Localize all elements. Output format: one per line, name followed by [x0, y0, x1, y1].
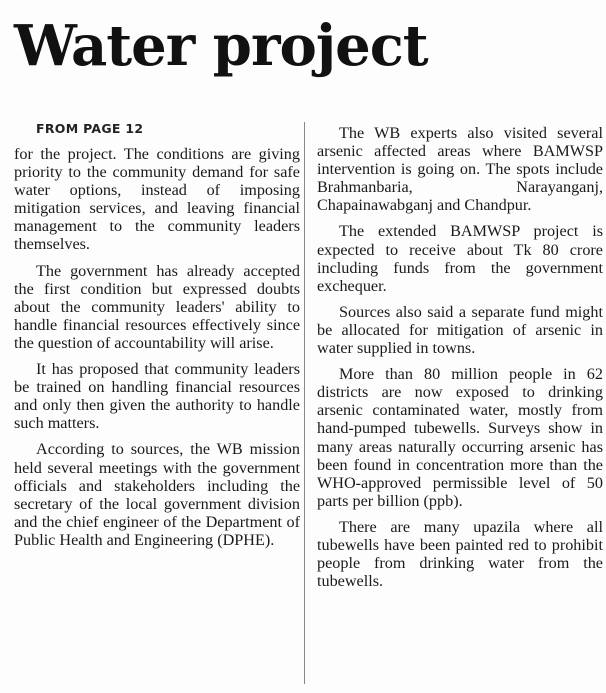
paragraph: for the project. The conditions are giving priority to the community demand for safe water options, instead of imposing mitigation services, and leaving financial management to the community leaders themselves. [14, 145, 300, 254]
column-divider [304, 122, 305, 684]
paragraph: According to sources, the WB mission held several meetings with the government officials and stakeholders including the secretary of the local government division and the chief engineer of the Department of Public Health and Engineering (DPHE). [14, 440, 300, 549]
paragraph: The WB experts also visited several arsenic affected areas where BAMWSP intervention is going on. The spots include Brahmanbaria, Narayanganj, Chapainawabganj and Chandpur. [317, 124, 603, 215]
left-column [14, 120, 300, 557]
paragraph: The government has already accepted the first condition but expressed doubts about the community leaders' ability to handle financial resources effectively since the question of accountability will arise. [14, 261, 300, 352]
paragraph: There are many upazila where all tubewells have been painted red to prohibit people from drinking water from the tubewells. [317, 517, 603, 591]
paragraph: It has proposed that community leaders be trained on handling financial resources and only then given the authority to handle such matters. [14, 360, 300, 433]
right-column [317, 124, 603, 598]
continuation-kicker: FROM PAGE 12 [36, 121, 144, 136]
paragraph: The extended BAMWSP project is expected to receive about Tk 80 crore including funds from the government exchequer. [317, 222, 603, 295]
paragraph: More than 80 million people in 62 districts are now exposed to drinking arsenic contaminated water, mostly from hand-pumped tubewells. Surveys show in many areas naturally occurring arsenic has been found in concentration more than the WHO-approved permissible level of 50 parts per billion (ppb). [317, 365, 603, 510]
headline: Water project [14, 13, 428, 79]
paragraph: Sources also said a separate fund might be allocated for mitigation of arsenic in water supplied in towns. [317, 302, 603, 358]
